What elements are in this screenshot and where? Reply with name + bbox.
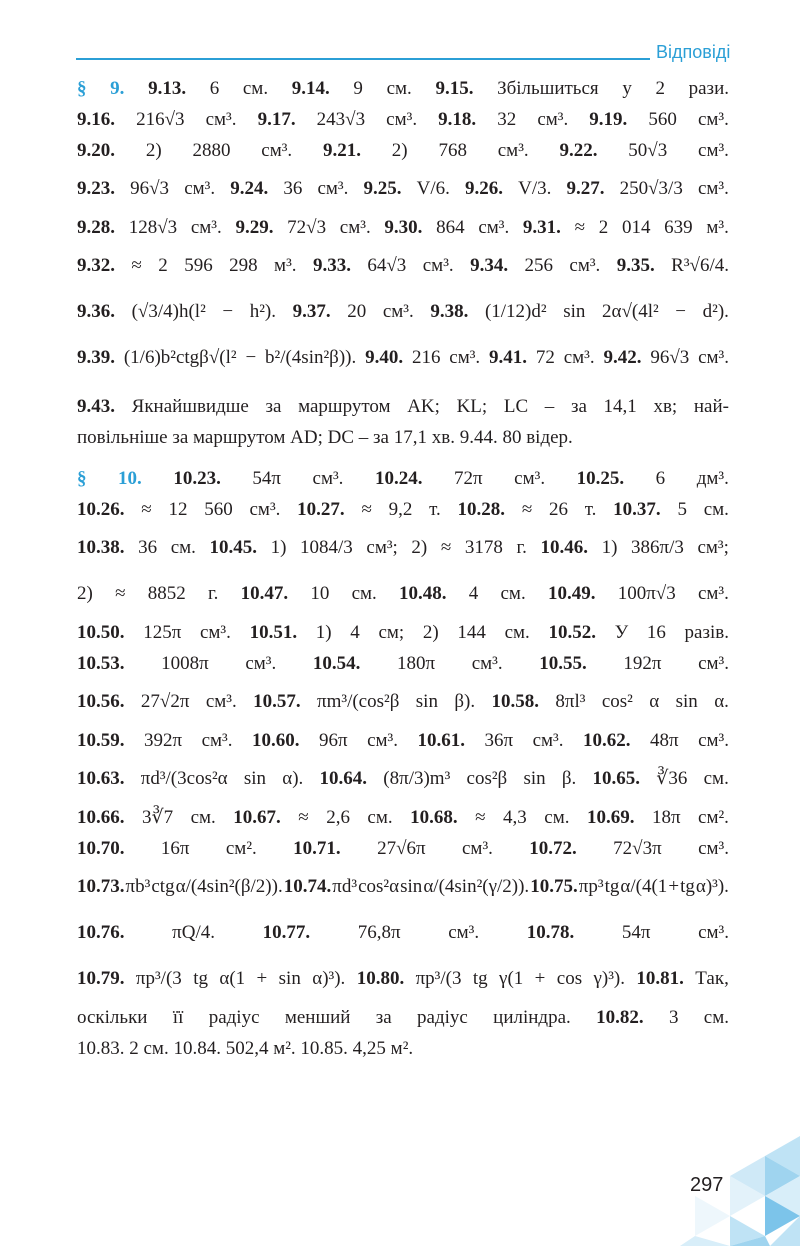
text-line: 9.43. Якнайшвидше за маршрутом AK; KL; LC – за 14,1 хв; най- [77, 396, 729, 417]
text-line: 10.79. πp³/(3 tg α(1 + sin α)³). 10.80. πp³/(3 tg γ(1 + cos γ)³). 10.81. Так, [77, 968, 729, 989]
header-rule [76, 58, 650, 60]
text-line: 10.63. πd³/(3cos²α sin α). 10.64. (8π/3)m³ cos²β sin β. 10.65. ∛36 см. [77, 768, 729, 789]
text-line: 9.36. (√3/4)h(l² − h²). 9.37. 20 см³. 9.38. (1/12)d² sin 2α√(4l² − d²). [77, 301, 729, 322]
text-line: 10.26. ≈ 12 560 см³. 10.27. ≈ 9,2 т. 10.28. ≈ 26 т. 10.37. 5 см. [77, 499, 729, 520]
answers-text [77, 73, 729, 1064]
text-line: 9.32. ≈ 2 596 298 м³. 9.33. 64√3 см³. 9.34. 256 см³. 9.35. R³√6/4. [77, 255, 729, 276]
text-line: 10.38. 36 см. 10.45. 1) 1084/3 см³; 2) ≈ 3178 г. 10.46. 1) 386π/3 см³; [77, 537, 729, 558]
text-line: 10.66. 3∛7 см. 10.67. ≈ 2,6 см. 10.68. ≈ 4,3 см. 10.69. 18π см². [77, 807, 729, 828]
text-line: 10.56. 27√2π см³. 10.57. πm³/(cos²β sin β). 10.58. 8πl³ cos² α sin α. [77, 691, 729, 712]
text-line: 10.70. 16π см². 10.71. 27√6π см³. 10.72. 72√3π см³. [77, 838, 729, 859]
text-line: § 9. 9.13. 6 см. 9.14. 9 см. 9.15. Збільшиться у 2 рази. [77, 78, 729, 99]
text-line: 9.16. 216√3 см³. 9.17. 243√3 см³. 9.18. 32 см³. 9.19. 560 см³. [77, 109, 729, 130]
text-line: 10.83. 2 см. 10.84. 502,4 м². 10.85. 4,25 м². [77, 1038, 414, 1059]
text-line: 10.53. 1008π см³. 10.54. 180π см³. 10.55. 192π см³. [77, 653, 729, 674]
decorative-triangles [570, 1136, 800, 1246]
text-line: 10.76. πQ/4. 10.77. 76,8π см³. 10.78. 54π см³. [77, 922, 729, 943]
text-line: повільніше за маршрутом AD; DC – за 17,1 хв. 9.44. 80 відер. [77, 427, 573, 448]
text-line: 9.39. (1/6)b²ctgβ√(l² − b²/(4sin²β)). 9.40. 216 см³. 9.41. 72 см³. 9.42. 96√3 см³. [77, 347, 729, 368]
text-line: оскільки її радіус менший за радіус циліндра. 10.82. 3 см. [77, 1007, 729, 1028]
text-line: § 10. 10.23. 54π см³. 10.24. 72π см³. 10.25. 6 дм³. [77, 468, 729, 489]
page-number: 297 [690, 1174, 724, 1196]
text-line: 9.23. 96√3 см³. 9.24. 36 см³. 9.25. V/6. 9.26. V/3. 9.27. 250√3/3 см³. [77, 178, 729, 199]
section-title: Відповіді [656, 42, 731, 62]
text-line: 10.50. 125π см³. 10.51. 1) 4 см; 2) 144 см. 10.52. У 16 разів. [77, 622, 729, 643]
text-line: 9.20. 2) 2880 см³. 9.21. 2) 768 см³. 9.22. 50√3 см³. [77, 140, 729, 161]
text-line: 9.28. 128√3 см³. 9.29. 72√3 см³. 9.30. 864 см³. 9.31. ≈ 2 014 639 м³. [77, 217, 729, 238]
text-line: 10.73. πb³ ctg α/(4sin²(β/2)). 10.74. πd³ cos²α sin α/(4sin²(γ/2)). 10.75. πp³ tg α/(4(1 + tg α)³). [77, 876, 729, 897]
text-line: 2) ≈ 8852 г. 10.47. 10 см. 10.48. 4 см. 10.49. 100π√3 см³. [77, 583, 729, 604]
text-line: 10.59. 392π см³. 10.60. 96π см³. 10.61. 36π см³. 10.62. 48π см³. [77, 730, 729, 751]
